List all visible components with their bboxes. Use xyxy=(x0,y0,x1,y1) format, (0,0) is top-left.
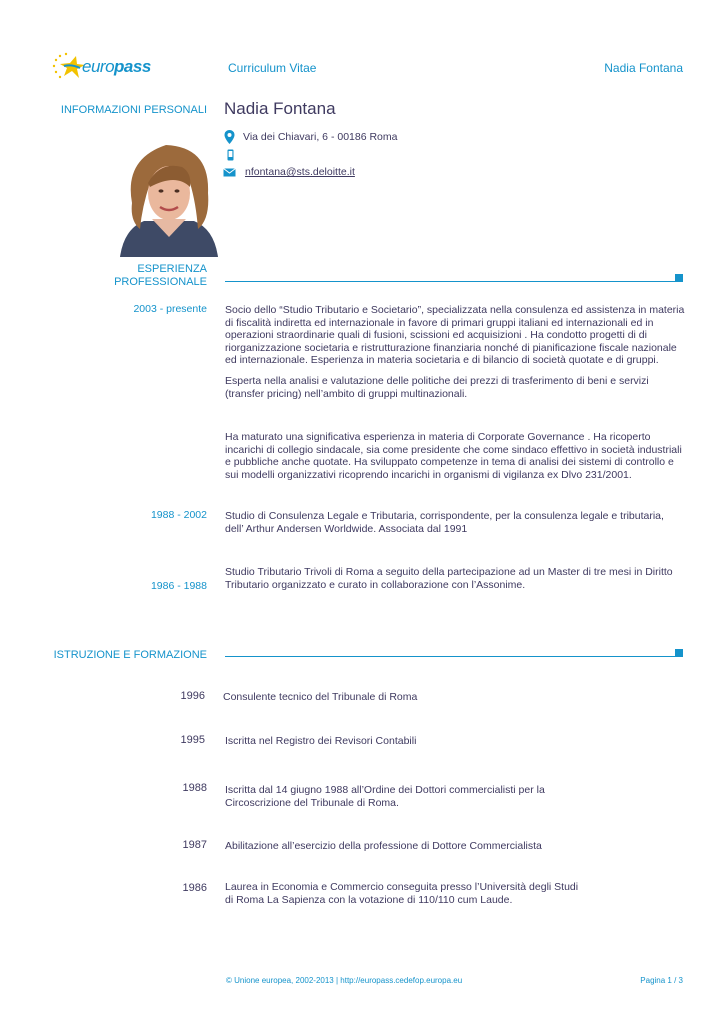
education-description: Abilitazione all’esercizio della professione di Dottore Commercialista xyxy=(225,840,542,852)
personal-info-label: INFORMAZIONI PERSONALI xyxy=(60,104,207,116)
envelope-icon xyxy=(223,168,236,177)
candidate-name: Nadia Fontana xyxy=(224,99,336,118)
experience-period: 2003 - presente xyxy=(133,303,207,315)
experience-label-line1: ESPERIENZA xyxy=(137,263,207,275)
experience-description: Ha maturato una significativa esperienza in materia di Corporate Governance . Ha ricoperto incarichi di collegio sindacale, sia come presidente che come sindaco effettivo in società industriali e pubbliche anche quotate. Ha sviluppato competenze in tema di analisi dei sistemi di controllo e sui modelli organizzativi ricoprendo incarichi in organismi di vigilanza ex Dlvo 231/2001. xyxy=(225,431,682,481)
education-label: ISTRUZIONE E FORMAZIONE xyxy=(53,649,207,661)
logo-text-pass: pass xyxy=(114,57,151,76)
education-rule-marker xyxy=(675,649,683,657)
education-rule xyxy=(225,656,675,657)
education-year: 1996 xyxy=(180,690,205,702)
experience-rule-marker xyxy=(675,274,683,282)
education-year: 1986 xyxy=(182,882,207,894)
footer-page-number: Pagina 1 / 3 xyxy=(640,976,683,985)
education-description: Iscritta dal 14 giugno 1988 all’Ordine dei Dottori commercialisti per la Circoscrizione del Tribunale di Roma. xyxy=(225,784,545,809)
email-link[interactable]: nfontana@sts.deloitte.it xyxy=(245,166,355,178)
mobile-phone-icon xyxy=(227,149,234,161)
europass-logo xyxy=(50,50,160,84)
experience-period: 1986 - 1988 xyxy=(150,580,207,592)
photo xyxy=(110,133,228,257)
header-name: Nadia Fontana xyxy=(604,61,683,75)
education-year: 1987 xyxy=(182,839,207,851)
logo-text-euro: euro xyxy=(82,57,115,76)
experience-description: Studio di Consulenza Legale e Tributaria, corrispondente, per la consulenza legale e tributaria, dell’ Arthur Andersen Worldwide. Associata dal 1991 xyxy=(225,510,664,535)
experience-description: Socio dello “Studio Tributario e Societario”, specializzata nella consulenza ed assistenza in materia di fiscalità indiretta ed internazionale in favore di primari gruppi italiani ed internazionali ed in operazioni straordinarie quali di fusioni, scissioni ed acquisizioni . Ha condotto progetti di di riorganizzazione societaria e ristrutturazione finanziaria nonché di pianificazione fiscale nazionale ed internazionale. Esperienza in materia societaria e di bilancio di società quotate e di gruppi. xyxy=(225,304,685,367)
footer-copyright: © Unione europea, 2002-2013 | http://europass.cedefop.europa.eu xyxy=(226,976,463,985)
location-pin-icon xyxy=(224,130,235,144)
education-year: 1988 xyxy=(182,782,207,794)
document-title: Curriculum Vitae xyxy=(228,61,317,75)
experience-label xyxy=(50,263,207,289)
experience-label-line2: PROFESSIONALE xyxy=(114,276,207,288)
education-description: Laurea in Economia e Commercio conseguita presso l’Università degli Studi di Roma La Sapienza con la votazione di 110/110 cum Laude. xyxy=(225,881,579,906)
experience-period: 1988 - 2002 xyxy=(150,509,207,521)
address: Via dei Chiavari, 6 - 00186 Roma xyxy=(243,131,398,143)
experience-rule xyxy=(225,281,675,282)
experience-description: Esperta nella analisi e valutazione delle politiche dei prezzi di trasferimento di beni e servizi (transfer pricing) nell’ambito di gruppi multinazionali. xyxy=(225,375,649,400)
education-description: Consulente tecnico del Tribunale di Roma xyxy=(223,691,418,703)
education-description: Iscritta nel Registro dei Revisori Contabili xyxy=(225,735,417,747)
education-year: 1995 xyxy=(180,734,205,746)
experience-description: Studio Tributario Trivoli di Roma a seguito della partecipazione ad un Master di tre mesi in Diritto Tributario organizzato e curato in collaborazione con l’Assonime. xyxy=(225,566,673,591)
